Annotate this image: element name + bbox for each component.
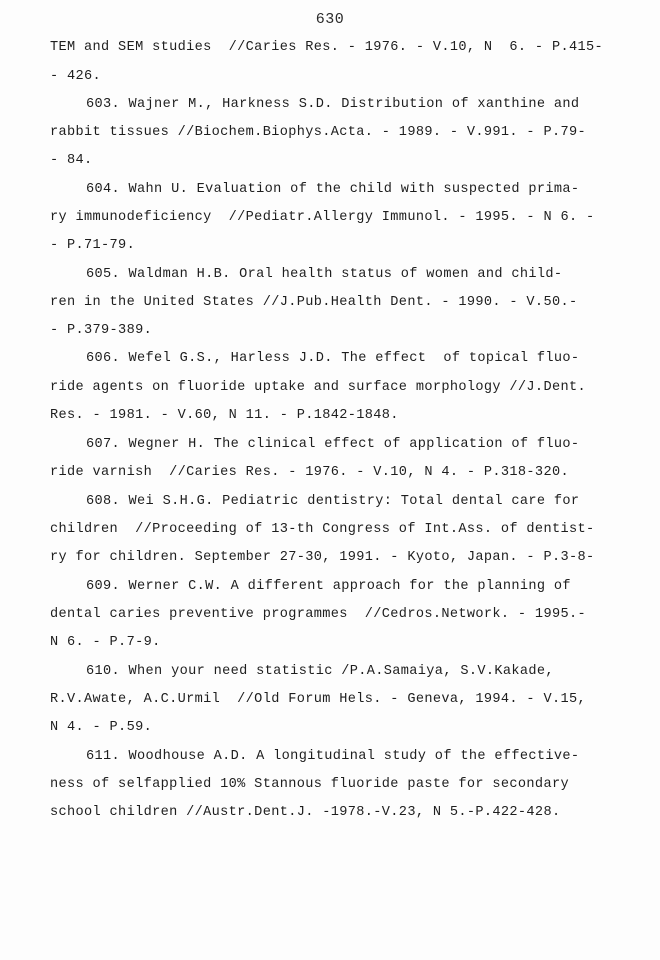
reference-line: 611. Woodhouse A.D. A longitudinal study of the effective- (86, 749, 580, 764)
reference-line: TEM and SEM studies //Caries Res. - 1976. - V.10, N 6. - P.415- (50, 40, 603, 55)
reference-line: ride agents on fluoride uptake and surface morphology //J.Dent. (50, 380, 586, 395)
reference-line: 609. Werner C.W. A different approach for the planning of (86, 579, 571, 594)
reference-line: ride varnish //Caries Res. - 1976. - V.10, N 4. - P.318-320. (50, 465, 569, 480)
reference-line: - P.379-389. (50, 323, 153, 338)
reference-line: Res. - 1981. - V.60, N 11. - P.1842-1848. (50, 408, 399, 423)
reference-line: 606. Wefel G.S., Harless J.D. The effect of topical fluo- (86, 351, 580, 366)
reference-line: children //Proceeding of 13-th Congress of Int.Ass. of dentist- (50, 522, 595, 537)
reference-line: ry for children. September 27-30, 1991. - Kyoto, Japan. - P.3-8- (50, 550, 595, 565)
reference-line: school children //Austr.Dent.J. -1978.-V.23, N 5.-P.422-428. (50, 805, 561, 820)
page-number: 630 (315, 11, 345, 28)
reference-line: 604. Wahn U. Evaluation of the child with suspected prima- (86, 182, 580, 197)
reference-line: - 426. (50, 69, 102, 84)
reference-line: N 6. - P.7-9. (50, 635, 161, 650)
reference-line: 605. Waldman H.B. Oral health status of women and child- (86, 267, 563, 282)
reference-line: dental caries preventive programmes //Cedros.Network. - 1995.- (50, 607, 586, 622)
reference-line: ry immunodeficiency //Pediatr.Allergy Immunol. - 1995. - N 6. - (50, 210, 595, 225)
reference-line: rabbit tissues //Biochem.Biophys.Acta. - 1989. - V.991. - P.79- (50, 125, 586, 140)
reference-line: 603. Wajner M., Harkness S.D. Distribution of xanthine and (86, 97, 580, 112)
reference-line: ness of selfapplied 10% Stannous fluoride paste for secondary (50, 777, 569, 792)
reference-line: - 84. (50, 153, 93, 168)
reference-line: N 4. - P.59. (50, 720, 153, 735)
reference-line: ren in the United States //J.Pub.Health Dent. - 1990. - V.50.- (50, 295, 578, 310)
reference-line: 607. Wegner H. The clinical effect of application of fluo- (86, 437, 580, 452)
reference-line: 610. When your need statistic /P.A.Samaiya, S.V.Kakade, (86, 664, 554, 679)
reference-line: - P.71-79. (50, 238, 136, 253)
reference-line: 608. Wei S.H.G. Pediatric dentistry: Total dental care for (86, 494, 580, 509)
reference-line: R.V.Awate, A.C.Urmil //Old Forum Hels. - Geneva, 1994. - V.15, (50, 692, 586, 707)
